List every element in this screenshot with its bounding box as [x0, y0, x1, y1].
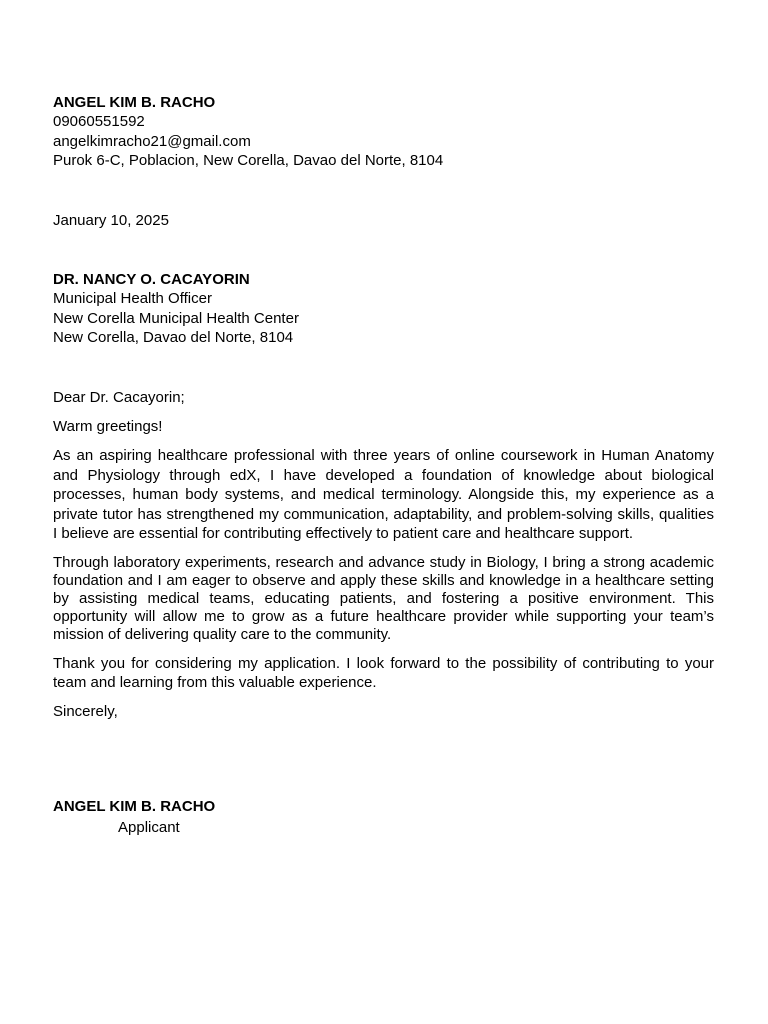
- recipient-address: New Corella, Davao del Norte, 8104: [53, 329, 294, 347]
- recipient-title: Municipal Health Officer: [53, 290, 212, 308]
- signature-name: ANGEL KIM B. RACHO: [53, 797, 216, 815]
- body-paragraph-2: Through laboratory experiments, research and advance study in Biology, I bring a strong academic foundation and I am eager to observe and apply these skills and knowledge in a healthcare setting by assisting medical teams, educating patients, and fostering a positive environment. This opportunity will allow me to grow as a future healthcare provider while supporting your team’s mission of delivering quality care to the community.: [53, 553, 714, 643]
- cover-letter: [53, 93, 714, 838]
- sender-block: [53, 93, 714, 171]
- recipient-name: DR. NANCY O. CACAYORIN: [53, 271, 250, 289]
- sender-email: angelkimracho21@gmail.com: [53, 132, 251, 150]
- sender-name: ANGEL KIM B. RACHO: [53, 94, 216, 111]
- letter-date: January 10, 2025: [53, 211, 169, 229]
- signature-title: Applicant: [118, 819, 180, 837]
- recipient-organization: New Corella Municipal Health Center: [53, 309, 299, 327]
- salutation: Dear Dr. Cacayorin;: [53, 388, 185, 406]
- recipient-block: [53, 270, 714, 348]
- body-paragraph-3: Thank you for considering my application. I look forward to the possibility of contributing to your team and learning from this valuable experience.: [53, 654, 714, 691]
- body-paragraph-1: As an aspiring healthcare professional with three years of online coursework in Human Anatomy and Physiology through edX, I have developed a foundation of knowledge about biological processes, human body systems, and medical terminology. Alongside this, my experience as a private tutor has strengthened my communication, adaptability, and problem-solving skills, qualities I believe are essential for contributing effectively to patient care and healthcare support.: [53, 447, 714, 543]
- signature-block: [53, 797, 714, 838]
- closing: Sincerely,: [53, 703, 118, 721]
- greeting: Warm greetings!: [53, 418, 163, 436]
- sender-phone: 09060551592: [53, 113, 145, 131]
- letter-date-block: [53, 211, 714, 230]
- sender-address: Purok 6-C, Poblacion, New Corella, Davao del Norte, 8104: [53, 152, 444, 170]
